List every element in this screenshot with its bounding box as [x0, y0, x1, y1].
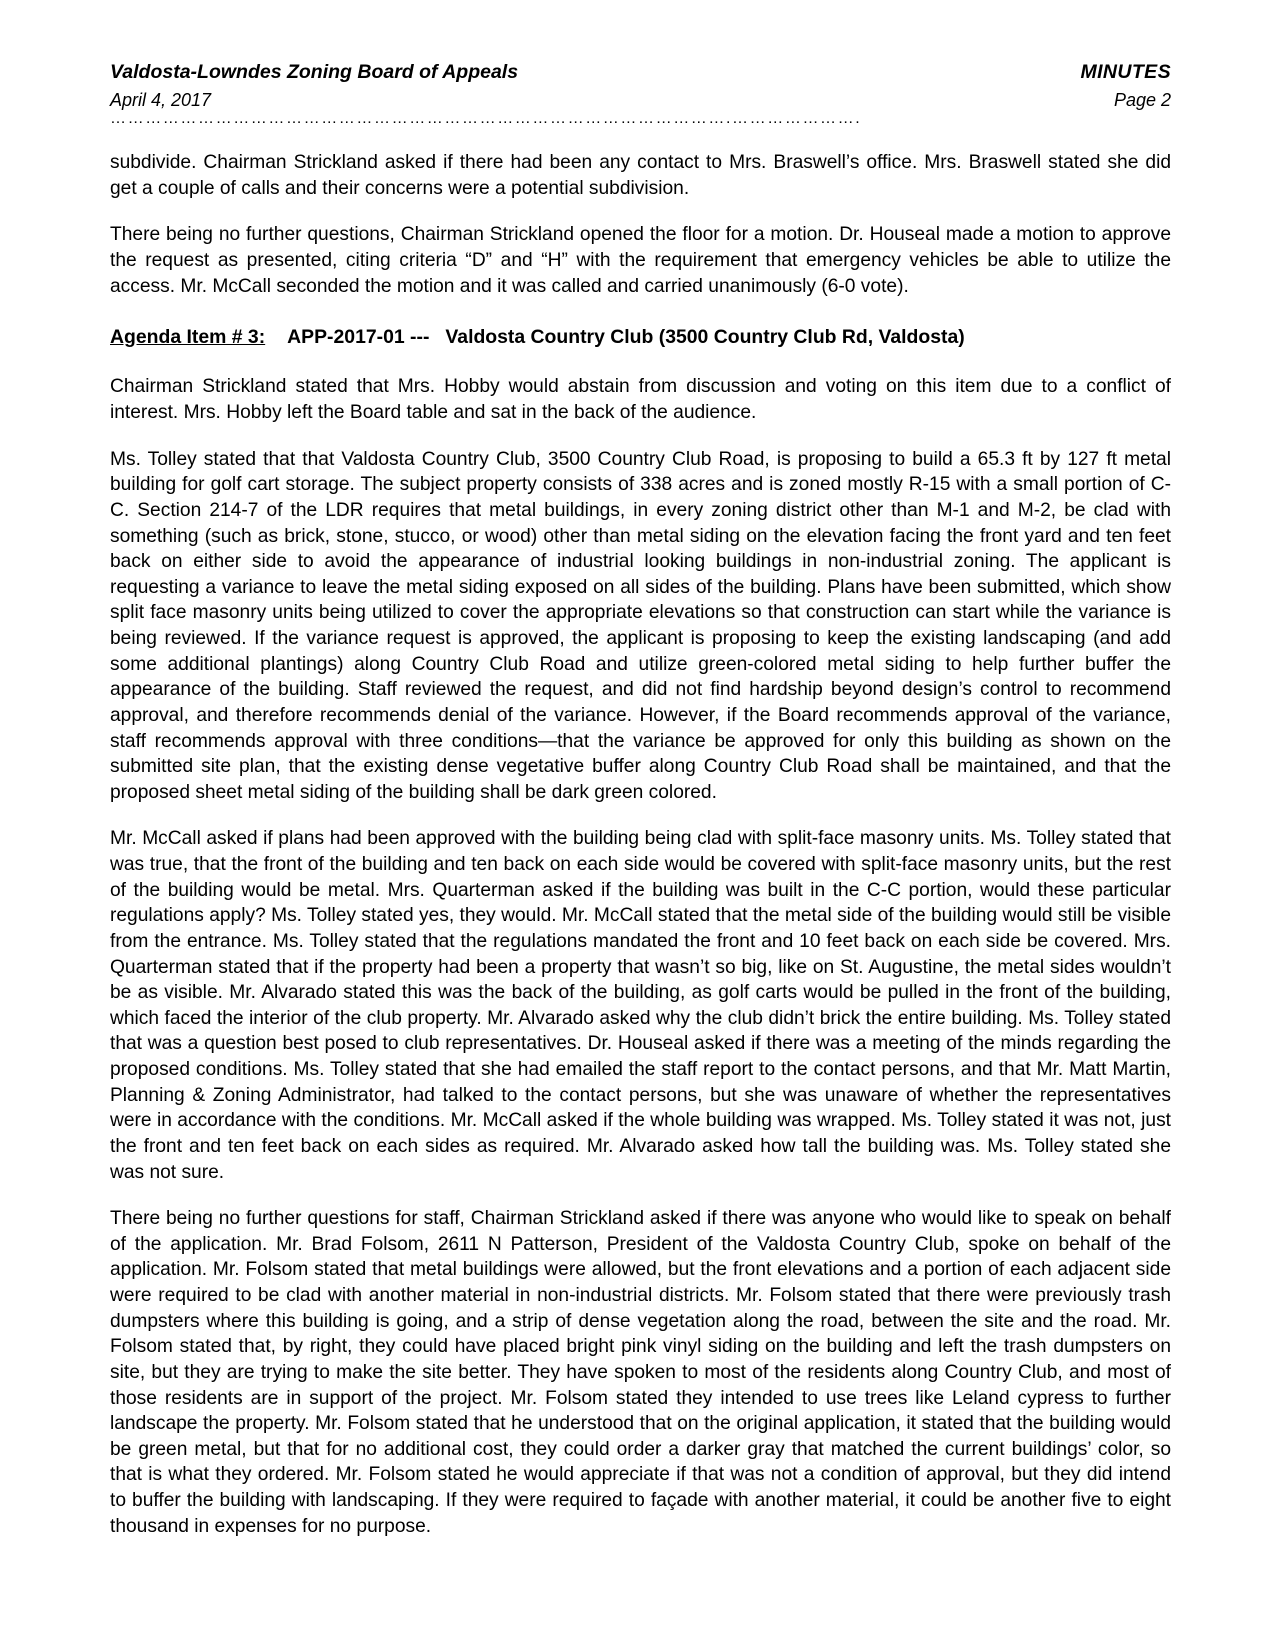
header-document-type: MINUTES	[1080, 61, 1171, 83]
paragraph: subdivide. Chairman Strickland asked if there had been any contact to Mrs. Braswell’s office. Mrs. Braswell stated she did get a couple of calls and their concerns were a potential subdivision.	[110, 152, 1171, 199]
paragraph: Chairman Strickland stated that Mrs. Hobby would abstain from discussion and voting on this item due to a conflict of interest. Mrs. Hobby left the Board table and sat in the back of the audience.	[110, 376, 1171, 423]
page-subheader	[110, 88, 1171, 112]
agenda-item-heading	[110, 325, 1171, 350]
paragraph: Mr. McCall asked if plans had been approved with the building being clad with split-face masonry units. Ms. Tolley stated that was true, that the front of the building and ten back on each side would be covered with split-face masonry units, but the rest of the building would be metal. Mrs. Quarterman asked if the building was built in the C-C portion, would these particular regulations apply? Ms. Tolley stated yes, they would. Mr. McCall stated that the metal side of the building would still be visible from the entrance. Ms. Tolley stated that the regulations mandated the front and 10 feet back on each side be covered. Mrs. Quarterman stated that if the property had been a property that wasn’t so big, like on St. Augustine, the metal sides wouldn’t be as visible. Mr. Alvarado stated this was the back of the building, as golf carts would be pulled in the front of the building, which faced the interior of the club property. Mr. Alvarado asked why the club didn’t brick the entire building. Ms. Tolley stated that was a question best posed to club representatives. Dr. Houseal asked if there was a meeting of the minds regarding the proposed conditions. Ms. Tolley stated that she had emailed the staff report to the contact persons, and that Mr. Matt Martin, Planning & Zoning Administrator, had talked to the contact persons, but she was unaware of whether the representatives were in accordance with the conditions. Mr. McCall asked if the whole building was wrapped. Ms. Tolley stated it was not, just the front and ten feet back on each sides as required. Mr. Alvarado asked how tall the building was. Ms. Tolley stated she was not sure.	[110, 828, 1171, 1183]
agenda-item-label: Agenda Item # 3:	[110, 326, 266, 349]
header-divider: …………………………………………………………………………………………….………………….	[110, 114, 862, 128]
paragraph: There being no further questions, Chairman Strickland opened the floor for a motion. Dr. Houseal made a motion to approve the request as presented, citing criteria “D” and “H” with the requirement that emergency vehicles be able to utilize the access. Mr. McCall seconded the motion and it was called and carried unanimously (6-0 vote).	[110, 224, 1171, 297]
page-number: Page 2	[1113, 89, 1171, 110]
agenda-item-case-number: APP-2017-01 ---	[287, 326, 430, 349]
document-body	[110, 150, 1171, 1539]
header-board-name: Valdosta-Lowndes Zoning Board of Appeals	[110, 61, 519, 83]
paragraph: There being no further questions for staff, Chairman Strickland asked if there was anyone who would like to speak on behalf of the application. Mr. Brad Folsom, 2611 N Patterson, President of the Valdosta Country Club, spoke on behalf of the application. Mr. Folsom stated that metal buildings were allowed, but the front elevations and a portion of each adjacent side were required to be clad with another material in non-industrial districts. Mr. Folsom stated that there were previously trash dumpsters where this building is going, and a strip of dense vegetation along the road, between the site and the road. Mr. Folsom stated that, by right, they could have placed bright pink vinyl siding on the building and left the trash dumpsters on site, but they are trying to make the site better. They have spoken to most of the residents along Country Club, and most of those residents are in support of the project. Mr. Folsom stated they intended to use trees like Leland cypress to further landscape the property. Mr. Folsom stated that he understood that on the original application, it stated that the building would be green metal, but that for no additional cost, they could order a darker gray that matched the current buildings’ color, so that is what they ordered. Mr. Folsom stated he would appreciate if that was not a condition of approval, but they did intend to buffer the building with landscaping. If they were required to façade with another material, it could be another five to eight thousand in expenses for no purpose.	[110, 1208, 1171, 1537]
paragraph: Ms. Tolley stated that that Valdosta Country Club, 3500 Country Club Road, is proposing to build a 65.3 ft by 127 ft metal building for golf cart storage. The subject property consists of 338 acres and is zoned mostly R-15 with a small portion of C-C. Section 214-7 of the LDR requires that metal buildings, in every zoning district other than M-1 and M-2, be clad with something (such as brick, stone, stucco, or wood) other than metal siding on the elevation facing the front yard and ten feet back on either side to avoid the appearance of industrial looking buildings in non-industrial zoning. The applicant is requesting a variance to leave the metal siding exposed on all sides of the building. Plans have been submitted, which show split face masonry units being utilized to cover the appropriate elevations so that construction can start while the variance is being reviewed. If the variance request is approved, the applicant is proposing to keep the existing landscaping (and add some additional plantings) along Country Club Road and utilize green-colored metal siding to help further buffer the appearance of the building. Staff reviewed the request, and did not find hardship beyond design’s control to recommend approval, and therefore recommends denial of the variance. However, if the Board recommends approval of the variance, staff recommends approval with three conditions—that the variance be approved for only this building as shown on the submitted site plan, that the existing dense vegetative buffer along Country Club Road shall be maintained, and that the proposed sheet metal siding of the building shall be dark green colored.	[110, 448, 1171, 803]
page-header	[110, 60, 1171, 86]
agenda-item-title: Valdosta Country Club (3500 Country Club Rd, Valdosta)	[445, 326, 965, 349]
header-date: April 4, 2017	[110, 89, 212, 110]
